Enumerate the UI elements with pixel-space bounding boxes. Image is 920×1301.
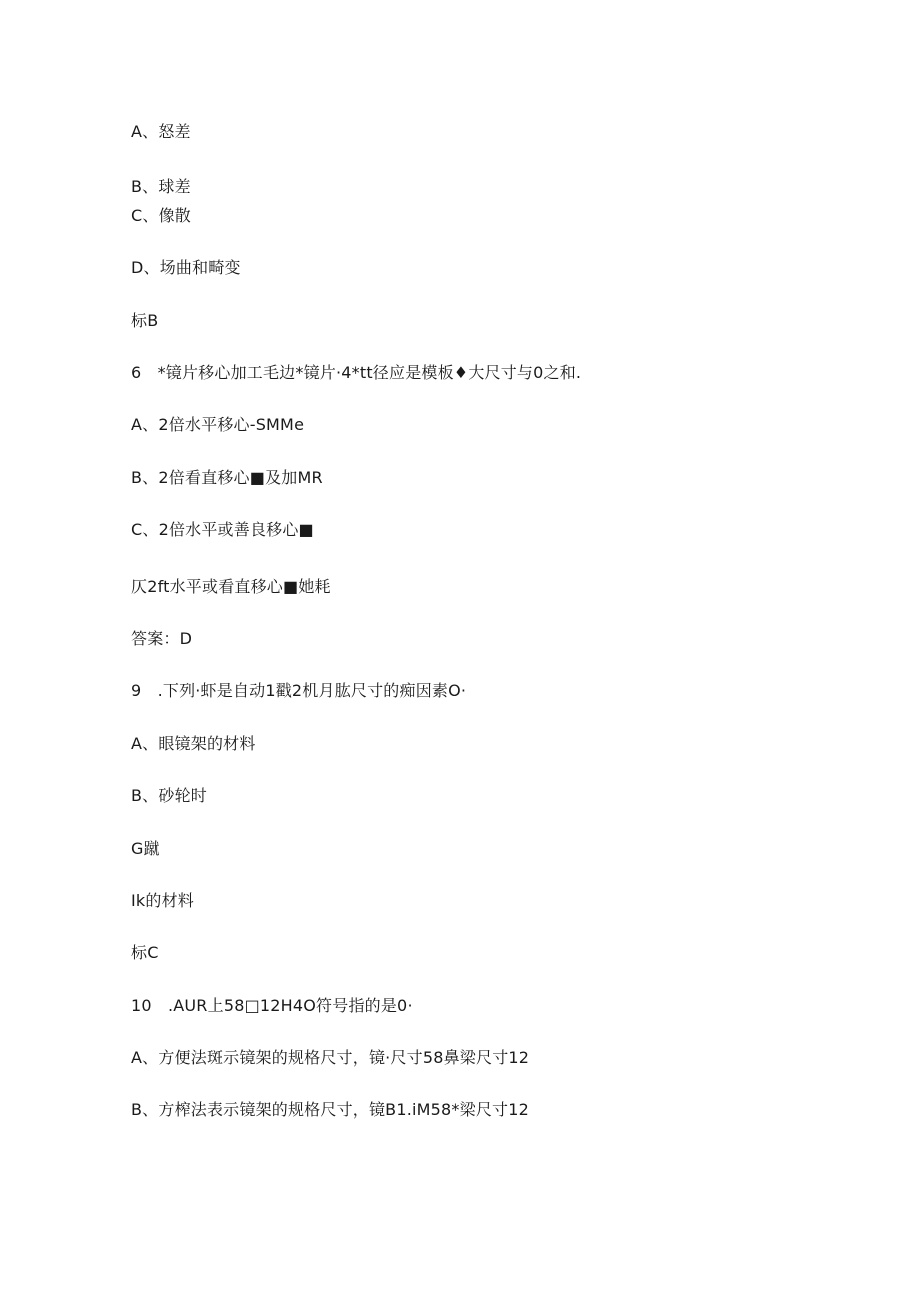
answer-line: 答案：D bbox=[131, 629, 193, 648]
option-line: C、像散 bbox=[131, 206, 191, 225]
question-line: 10 .AUR上58□12H4O符号指的是0· bbox=[131, 996, 413, 1015]
option-line: A、眼镜架的材料 bbox=[131, 734, 256, 753]
option-line: G蹴 bbox=[131, 839, 160, 858]
answer-line: 标B bbox=[131, 311, 159, 330]
answer-line: 标C bbox=[131, 943, 159, 962]
option-line: D、场曲和畸变 bbox=[131, 258, 241, 277]
question-line: 9 .下列·虾是自动1戳2机月肱尺寸的痴因素O· bbox=[131, 681, 467, 700]
option-line: Ik的材料 bbox=[131, 891, 194, 910]
option-line: A、方便法斑示镜架的规格尺寸，镜·尺寸58鼻梁尺寸12 bbox=[131, 1048, 530, 1067]
question-line: 6 *镜片移心加工毛边*镜片·4*tt径应是模板♦大尺寸与0之和. bbox=[131, 363, 582, 382]
option-line: C、2倍水平或善良移心■ bbox=[131, 520, 314, 539]
option-line: B、球差 bbox=[131, 177, 191, 196]
option-line: A、怒差 bbox=[131, 122, 191, 141]
option-line: B、方榨法表示镜架的规格尺寸，镜B1.iM58*梁尺寸12 bbox=[131, 1100, 529, 1119]
option-line: 仄2ft水平或看直移心■她耗 bbox=[131, 577, 331, 596]
option-line: B、砂轮时 bbox=[131, 786, 207, 805]
option-line: B、2倍看直移心■及加MR bbox=[131, 468, 323, 487]
option-line: A、2倍水平移心-SMMe bbox=[131, 415, 305, 434]
